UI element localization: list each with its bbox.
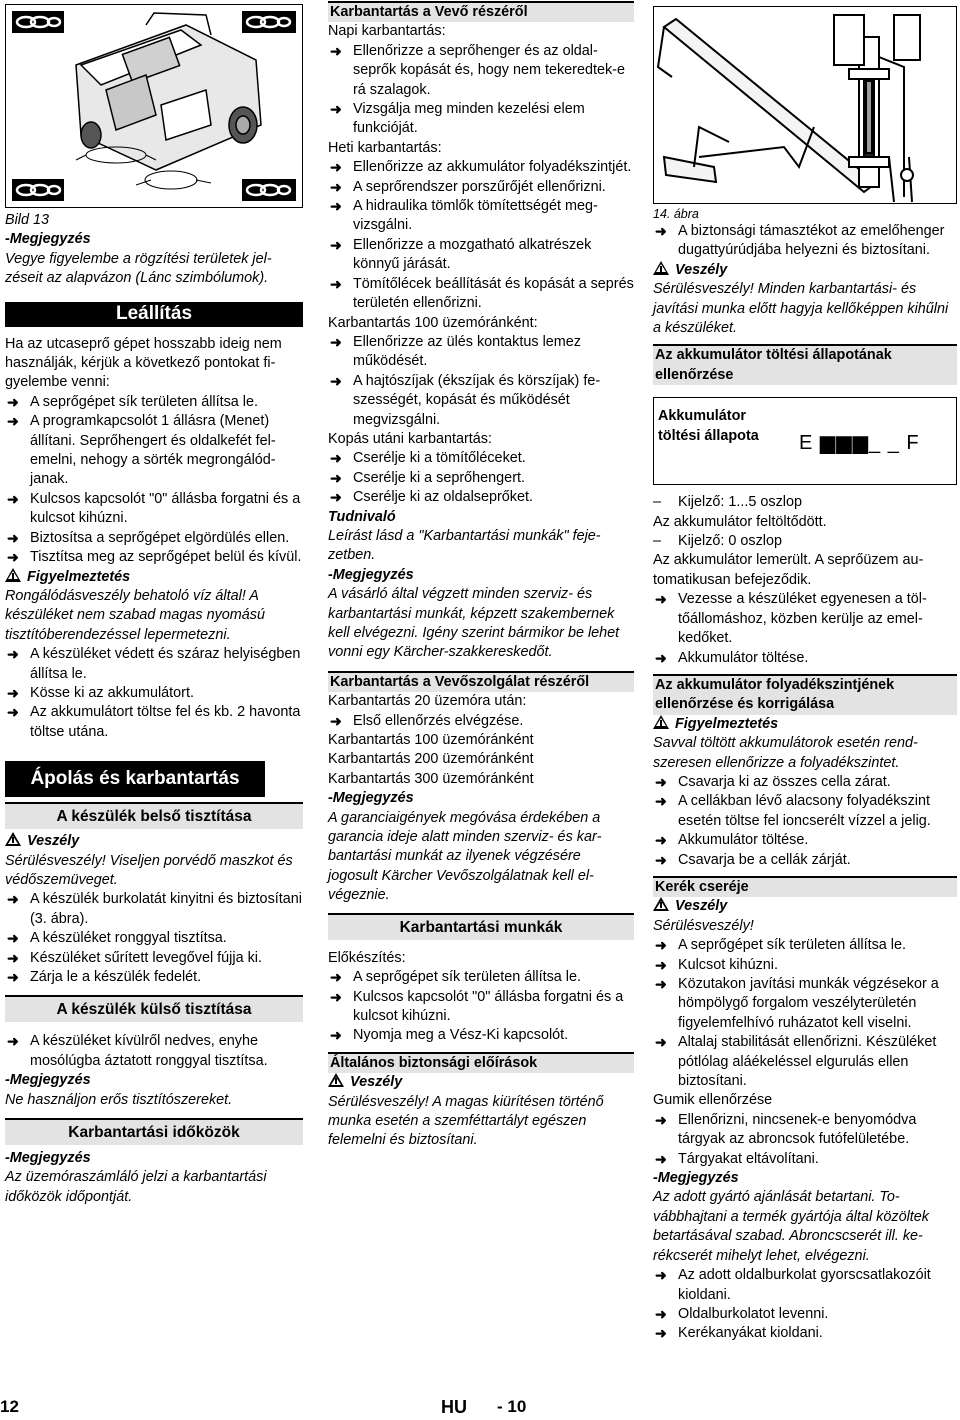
note-head: -Megjegyzés [5, 231, 91, 248]
subsection-header-outer: A készülék külső tisztítása [5, 995, 303, 1022]
list-item: ➜ Vizsgálja meg minden kezelési elem funkcióját. [328, 100, 634, 139]
danger-heading: Veszély [5, 832, 303, 851]
paragraph: Kopás utáni karbantartás: [328, 430, 492, 447]
list-item: ➜ Tisztítsa meg az seprőgépet belül és kívül. [5, 548, 303, 567]
figure-14 [653, 6, 957, 204]
list-item: ➜ Közutakon javítási munkák végzésekor a hömpölygő forgalom veszélyterületén figyelemfelhívó ruházatot kell viselni. [653, 975, 957, 1033]
paragraph: Heti karbantartás: [328, 139, 442, 156]
note-text: Az adott gyártó ajánlását betartani. Továbbhajtani a termék gyártója által közöltek betartásával szabad. Abroncscserét ill. kerékcserét mihelyt lehet, elvégezni. [653, 1189, 929, 1264]
warning-heading: Figyelmeztetés [653, 715, 957, 734]
figure-label: Bild 13 [5, 212, 50, 228]
list-item: ➜ Akkumulátor töltése. [653, 649, 957, 668]
list-item: ➜ A hidraulika tömlők tömítettségét megvizsgálni. [328, 197, 634, 236]
list-item: ➜ A cellákban lévő alacsony folyadékszint esetén töltse fel ioncserélt vízzel a jelig. [653, 792, 957, 831]
list-item: ➜ Zárja le a készülék fedelét. [5, 968, 303, 987]
warning-triangle-icon [5, 568, 21, 582]
language-code: HU [441, 1397, 467, 1417]
warning-text: Savval töltött akkumulátorok esetén rendszeresen ellenőrizze a folyadékszintet. [653, 735, 918, 771]
note-head: -Megjegyzés [5, 1150, 91, 1167]
note-text: A garanciaigények megóvása érdekében a garancia ideje alatt minden szerviz- és karbantartási munkát az ilyenek végzésére jogosult Kärcher Vevőszolgálatnak kell elvégeznie. [328, 809, 602, 904]
warning-triangle-icon [653, 715, 669, 729]
section-header-safety: Általános biztonsági előírások [328, 1052, 634, 1073]
list-item: ➜ A seprőrendszer porszűrőjét ellenőrizni. [328, 178, 634, 197]
list-item: ➜ Kulcsos kapcsolót "0" állásba forgatni és a kulcsot kihúzni. [5, 490, 303, 529]
list-item: ➜ Ellenőrizze az akkumulátor folyadékszintjét. [328, 158, 634, 177]
note-text: Vegye figyelembe a rögzítési területek jelzéseit az alapvázon (Lánc szimbólumok). [5, 250, 272, 287]
paragraph: Az akkumulátor feltöltődött. [653, 513, 827, 530]
paragraph: Karbantartás 20 üzemóra után: [328, 693, 527, 710]
warning-triangle-icon [5, 832, 21, 846]
list-item: ➜ Cserélje ki a tömítőléceket. [328, 449, 634, 468]
paragraph: Napi karbantartás: [328, 23, 446, 40]
list-item: ➜ Tárgyakat eltávolítani. [653, 1150, 957, 1169]
list-item: – Kijelző: 1...5 oszlop [653, 493, 957, 512]
lift-cylinder-illustration [654, 7, 956, 203]
paragraph: Ha az utcaseprő gépet hosszabb ideig nem használják, kérjük a következő pontokat figyelembe venni: [5, 335, 282, 391]
charge-state-display: E ▆▆▆_ _ F [799, 432, 920, 455]
paragraph: Karbantartás 200 üzemóránként [328, 751, 534, 768]
list-item: ➜ Kulcsot kihúzni. [653, 956, 957, 975]
note-head: -Megjegyzés [328, 790, 414, 807]
charge-state-label: Akkumulátor töltési állapota [658, 408, 759, 445]
list-item: ➜ A készüléket védett és száraz helyiségben állítsa le. [5, 645, 303, 684]
warning-triangle-icon [653, 261, 669, 275]
list-item: ➜ Ellenőrizze a mozgatható alkatrészek könnyű járását. [328, 236, 634, 275]
danger-text: Sérülésveszély! Minden karbantartási- és javítási munka előtt hagyja kellőképpen kihűlni a készüléket. [653, 281, 949, 337]
paragraph: Karbantartás 100 üzemóránként: [328, 314, 538, 331]
list-item: ➜ Ellenőrizni, nincsenek-e benyomódva tárgyak az abroncsok futófelületébe. [653, 1111, 957, 1150]
danger-text: Sérülésveszély! Viseljen porvédő maszkot és védőszemüveget. [5, 852, 293, 888]
subsection-header-intervals: Karbantartási időközök [5, 1118, 303, 1145]
list-item: ➜ Vezesse a készüléket egyenesen a töltőállomáshoz, közben kerülje az emelkedőket. [653, 590, 957, 648]
list-item: ➜ A seprőgépet sík területen állítsa le. [328, 968, 634, 987]
list-item: ➜ A készüléket kívülről nedves, enyhe mosólúgba áztatott ronggyal tisztítsa. [5, 1032, 303, 1071]
paragraph: Az akkumulátor lemerült. A seprőüzem automatikusan befejeződik. [653, 552, 924, 588]
section-header-charge: Az akkumulátor töltési állapotának ellenőrzése [653, 344, 957, 385]
subsection-header-work: Karbantartási munkák [328, 913, 634, 940]
column-right [653, 0, 957, 1344]
note-text: Ne használjon erős tisztítószereket. [5, 1091, 233, 1108]
warning-heading: Figyelmeztetés [5, 568, 303, 587]
list-item: ➜ A seprőgépet sík területen állítsa le. [653, 936, 957, 955]
sweeper-illustration [6, 5, 302, 207]
list-item: ➜ Oldalburkolatot levenni. [653, 1305, 957, 1324]
list-item: ➜ Kulcsos kapcsolót "0" állásba forgatni és a kulcsot kihúzni. [328, 988, 634, 1027]
list-item: ➜ Csavarja be a cellák zárját. [653, 851, 957, 870]
subsection-header-inner: A készülék belső tisztítása [5, 802, 303, 829]
section-header-wheel: Kerék cseréje [653, 876, 957, 897]
note-text: Az üzemóraszámláló jelzi a karbantartási időközök időpontját. [5, 1169, 267, 1205]
charge-state-table [653, 397, 957, 485]
list-item: ➜ Csavarja ki az összes cella zárat. [653, 773, 957, 792]
paragraph: Gumik ellenőrzése [653, 1092, 773, 1109]
warning-triangle-icon [653, 897, 669, 911]
section-header-care: Ápolás és karbantartás [5, 761, 265, 797]
section-header-customer: Karbantartás a Vevő részéről [328, 1, 634, 22]
list-item: ➜ Készüléket sűrített levegővel fújja ki. [5, 949, 303, 968]
note-head: -Megjegyzés [328, 566, 414, 583]
page-subnumber: - 10 [497, 1397, 527, 1416]
warning-triangle-icon [328, 1073, 344, 1087]
tip-text: Leírást lásd a "Karbantartási munkák" fejezetben. [328, 527, 601, 564]
list-item: ➜ Nyomja meg a Vész-Ki kapcsolót. [328, 1026, 634, 1045]
list-item: ➜ Az adott oldalburkolat gyorscsatlakozóit kioldani. [653, 1266, 957, 1305]
list-item: ➜ A seprőgépet sík területen állítsa le. [5, 393, 303, 412]
list-item: ➜ Ellenőrizze a seprőhenger és az oldalseprők kopását és, hogy nem tekeredtek-e rá szalagok. [328, 42, 634, 100]
list-item: ➜ Kerékanyákat kioldani. [653, 1324, 957, 1343]
list-item: – Kijelző: 0 oszlop [653, 532, 957, 551]
list-item: ➜ Cserélje ki a seprőhengert. [328, 469, 634, 488]
danger-heading: Veszély [653, 897, 957, 916]
section-header-stop: Leállítás [5, 302, 303, 327]
list-item: ➜ A készülék burkolatát kinyitni és biztosítani (3. ábra). [5, 890, 303, 929]
paragraph: Karbantartás 100 üzemóránként [328, 732, 534, 749]
danger-text: Sérülésveszély! A magas kiürítésen történő munka esetén a szemféttartályt egészen felemelni és biztosítani. [328, 1093, 604, 1149]
column-middle [328, 0, 634, 1151]
section-header-service: Karbantartás a Vevőszolgálat részéről [328, 671, 634, 692]
figure-13 [5, 4, 303, 208]
list-item: ➜ Biztosítsa a seprőgépet elgördülés ellen. [5, 529, 303, 548]
note-text: A vásárló által végzett minden szerviz- és karbantartási munkát, képzett szakembernek kell elvégezni. Igény szerint bármikor be lehet vonni egy Kärcher-szakkereskedőt. [328, 586, 620, 661]
danger-heading: Veszély [653, 261, 957, 280]
paragraph: Előkészítés: [328, 949, 406, 966]
list-item: ➜ A programkapcsolót 1 állásra (Menet) állítani. Seprőhengert és oldalkefét felemelni, nehogy a sörték megrongálódjanak. [5, 412, 303, 490]
paragraph: Karbantartás 300 üzemóránként [328, 770, 534, 787]
list-item: ➜ A készüléket ronggyal tisztítsa. [5, 929, 303, 948]
list-item: ➜ Első ellenőrzés elvégzése. [328, 712, 634, 731]
tip-heading: Tudnivaló [328, 508, 396, 525]
figure-label: 14. ábra [653, 207, 699, 221]
list-item: ➜ Kösse ki az akkumulátort. [5, 684, 303, 703]
column-left [5, 0, 303, 1207]
list-item: ➜ Ellenőrizze az ülés kontaktus lemez működését. [328, 333, 634, 372]
danger-text: Sérülésveszély! [653, 917, 754, 934]
warning-text: Rongálódásveszély behatoló víz által! A készüléket nem szabad magas nyomású tisztítóberendezéssel lepermetezni. [5, 587, 265, 643]
list-item: ➜ Altalaj stabilitását ellenőrizni. Készüléket pótlólag aláékeléssel elgurulás ellen biztosítani. [653, 1033, 957, 1091]
danger-heading: Veszély [328, 1073, 634, 1092]
list-item: ➜ Cserélje ki az oldalseprőket. [328, 488, 634, 507]
list-item: ➜ A biztonsági támasztékot az emelőhenger dugattyúrúdjába helyezni és biztosítani. [653, 222, 957, 261]
list-item: ➜ A hajtószíjak (ékszíjak és körszíjak) feszességét, kopását és működését megvizsgálni. [328, 372, 634, 430]
note-head: -Megjegyzés [5, 1072, 91, 1089]
note-head: -Megjegyzés [653, 1170, 739, 1187]
page-number: 12 [0, 1397, 19, 1416]
list-item: ➜ Tömítőlécek beállítását és kopását a seprés területén ellenőrizni. [328, 275, 634, 314]
list-item: ➜ Az akkumulátort töltse fel és kb. 2 havonta töltse utána. [5, 703, 303, 742]
section-header-fluid: Az akkumulátor folyadékszintjének ellenőrzése és korrigálása [653, 674, 957, 715]
list-item: ➜ Akkumulátor töltése. [653, 831, 957, 850]
